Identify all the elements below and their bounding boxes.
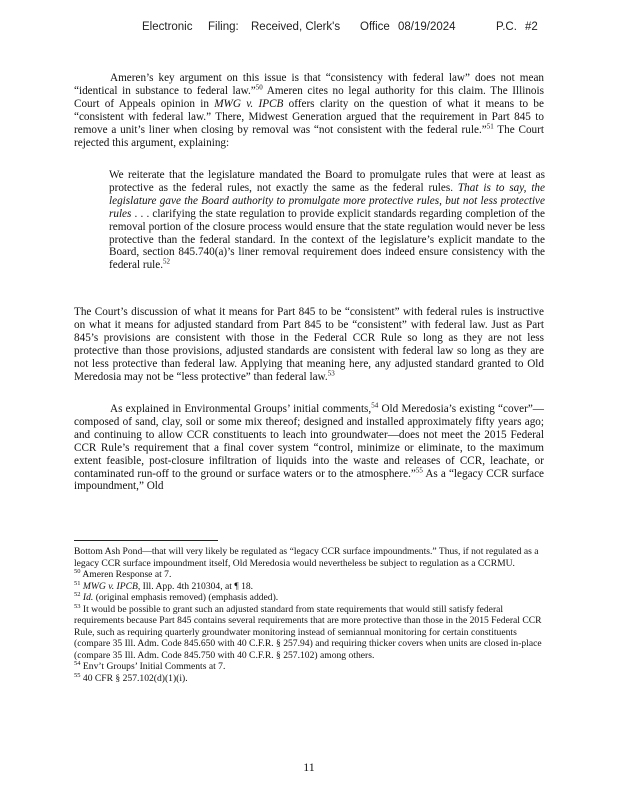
header-pc: P.C. (496, 21, 517, 33)
footnote-ref-54: 54 (371, 401, 379, 410)
footnote-ref-52: 52 (163, 257, 171, 266)
quote-text-b: . . . clarifying the state regulation to provide explicit standards regarding completion of the removal portion of the closure process would ensure that the state regulation would never be less protective than the federal standard. In the context of the legislature’s explicit mandate to the Board, section 845.740(a)’s liner removal requirement does indeed ensure consistency with the federal rule. (109, 207, 545, 272)
footnote-text-54: Env’t Groups’ Initial Comments at 7. (82, 661, 226, 672)
footnote-number-53: 53 (74, 602, 81, 610)
paragraph-1-text-b: Ameren cites no legal authority for this claim. The Illinois Court of Appeals opinion in (74, 84, 544, 110)
case-name-mwg: MWG v. IPCB (214, 97, 284, 110)
footnote-55 (74, 673, 544, 685)
paragraph-1 (74, 72, 544, 149)
footnote-ref-53: 53 (327, 368, 335, 377)
footnote-text-52: (original emphasis removed) (emphasis added). (93, 592, 279, 603)
paragraph-1-text-d: The Court rejected this argument, explaining: (74, 123, 544, 149)
block-quote (109, 169, 545, 272)
footnote-50 (74, 569, 544, 581)
paragraph-3-text-b: Old Meredosia’s existing “cover”—composed of sand, clay, soil or some mix thereof; designed and installed approximately fifty years ago; and continuing to allow CCR constituents to leach into groundwater—does not meet the 2015 Federal CCR Rule’s requirement that a final cover system “control, minimize or eliminate, to the maximum extent feasible, post-closure infiltration of liquids into the waste and releases of CCR, leachate, or contaminated run-off to the ground or surface waters or to the atmosphere.” (74, 403, 544, 480)
footnote-52 (74, 592, 544, 604)
paragraph-3 (74, 403, 544, 493)
header-pc-number: #2 (525, 21, 538, 33)
footnote-52-id: Id. (82, 592, 94, 603)
footnote-divider (74, 540, 218, 541)
footnote-51-case: MWG v. IPCB (82, 580, 138, 592)
footnote-number-50: 50 (74, 567, 81, 575)
quote-text-a: We reiterate that the legislature mandated the Board to promulgate rules that were at least as protective as the federal rules, not exactly the same as the federal rules. (109, 169, 545, 194)
header-received: Received, Clerk's (251, 21, 341, 33)
footnote-number-52: 52 (74, 590, 81, 598)
header-date: 08/19/2024 (398, 21, 456, 33)
footnote-continuation (74, 546, 544, 569)
footnote-ref-50: 50 (255, 83, 263, 92)
paragraph-2-text: The Court’s discussion of what it means for Part 845 to be “consistent” with federal rules is instructive on what it means for adjusted standard from Part 845 to be “consistent” with federal law. Just as Part 845’s provisions are consistent with those in the Federal CCR Rule so long as they are not less protective than those provisions, adjusted standards are consistent with federal law so long as they are not less protective than federal law. Applying that meaning here, any adjusted standard granted to Old Meredosia may not be “less protective” than federal law. (74, 306, 544, 383)
paragraph-1-text-a: Ameren’s key argument on this issue is that “consistency with federal law” does not mean “identical in substance to federal law.” (74, 72, 544, 97)
footnote-number-54: 54 (74, 659, 81, 667)
footnote-text-55: 40 CFR § 257.102(d)(1)(i). (82, 672, 188, 684)
header-filing: Filing: (208, 21, 239, 33)
header-office: Office (360, 21, 390, 33)
footnote-51 (74, 581, 544, 593)
footnote-53 (74, 604, 544, 662)
footnote-54 (74, 661, 544, 673)
footnotes (74, 546, 544, 684)
footnote-continuation-text: Bottom Ash Pond—that will very likely be regulated as “legacy CCR surface impoundments.” Thus, if not regulated as a legacy CCR surface impoundment itself, Old Meredosia would nevertheless be subject to regulation as a CCRMU. (74, 546, 539, 569)
page-number: 11 (303, 760, 315, 774)
footnote-text-50: Ameren Response at 7. (82, 569, 172, 580)
paragraph-3-text-c: As a “legacy CCR surface impoundment,” Old (74, 467, 545, 493)
paragraph-2 (74, 306, 544, 383)
quote-emphasis: That is to say, the legislature gave the Board authority to promulgate more protective rules, but not less protective rules (109, 181, 545, 220)
footnote-ref-51: 51 (486, 121, 494, 130)
footnote-text-53: It would be possible to grant such an adjusted standard from state requirements that would still satisfy federal requirements because Part 845 contains several requirements that are more protective than those in the 2015 Federal CCR Rule, such as requiring quarterly groundwater monitoring instead of semiannual monitoring for certain constituents (compare 35 Ill. Adm. Code 845.650 with 40 C.F.R. § 257.94) and requiring thicker covers when units are closed in-place (compare 35 Ill. Adm. Code 845.750 with 40 C.F.R. § 257.102) among others. (74, 603, 542, 661)
paragraph-1-text-c: offers clarity on the question of what it means to be “consistent with federal law.” There, Midwest Generation argued that the requirement in Part 845 to remove a unit’s liner when closing by removal was “not consistent with the federal rule.” (74, 97, 544, 136)
paragraph-3-text-a: As explained in Environmental Groups’ initial comments, (110, 403, 372, 415)
header-electronic: Electronic (142, 21, 193, 33)
footnote-text-51: , Ill. App. 4th 210304, at ¶ 18. (137, 580, 254, 592)
footnote-number-51: 51 (74, 579, 81, 587)
footnote-ref-55: 55 (415, 465, 423, 474)
footnote-number-55: 55 (74, 671, 81, 679)
